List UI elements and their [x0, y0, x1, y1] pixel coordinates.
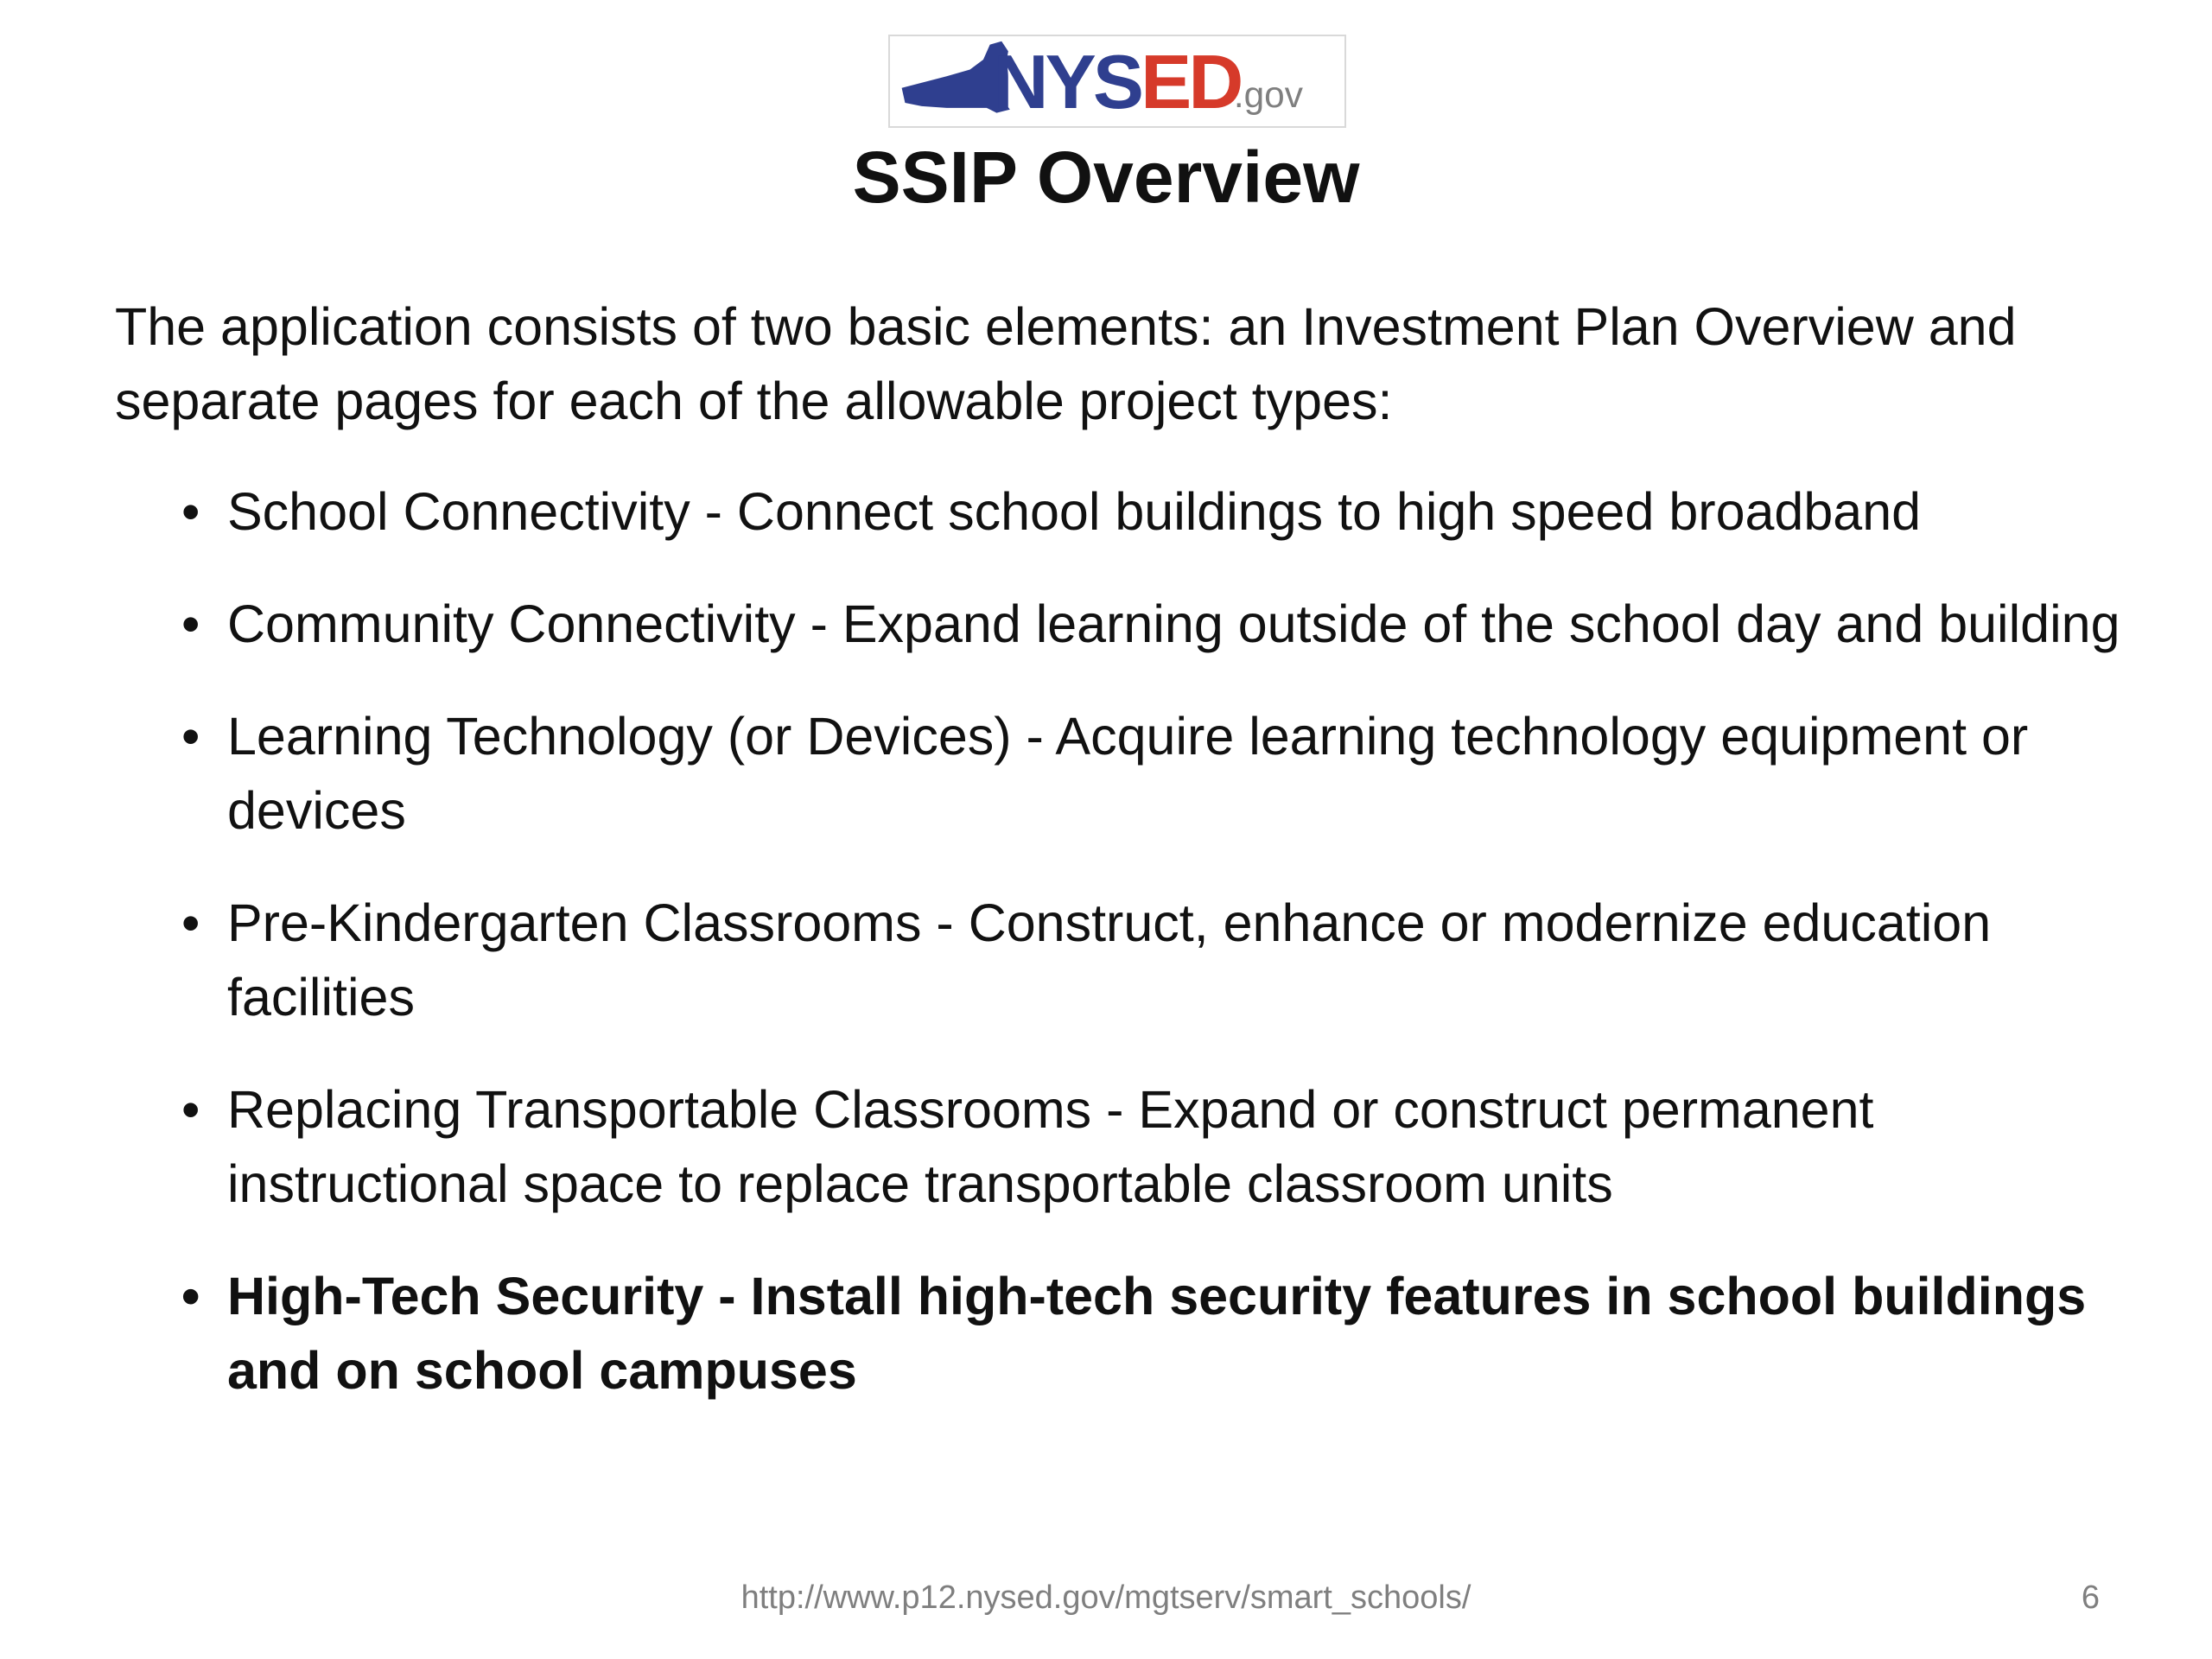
bullet-text: Pre-Kindergarten Classrooms - Construct, enhance or modernize education facilities: [227, 893, 1992, 1027]
bullet-text: Replacing Transportable Classrooms - Expand or construct permanent instructional space to replace transportable classroom units: [227, 1080, 1874, 1213]
svg-text:NYSED: [994, 39, 1242, 124]
bullet-icon: •: [181, 707, 200, 766]
logo-ed-text: ED: [1141, 38, 1241, 124]
bullet-text: High-Tech Security - Install high-tech security features in school buildings and on school campuses: [227, 1267, 2087, 1400]
bullet-icon: •: [181, 1267, 200, 1325]
list-item: [0, 886, 2212, 1034]
bullet-icon: •: [181, 893, 200, 952]
logo-gov-text: .gov: [1233, 73, 1303, 115]
bullet-text: Learning Technology (or Devices) - Acquire learning technology equipment or devices: [227, 707, 2029, 840]
list-item: [0, 587, 2212, 661]
logo-ny-text: NYS: [993, 38, 1141, 124]
list-item: [0, 699, 2212, 848]
intro-paragraph: The application consists of two basic elements: an Investment Plan Overview and separate pages for each of the allowable project types:: [115, 297, 2017, 430]
bullet-text: Community Connectivity - Expand learning outside of the school day and building: [227, 594, 2120, 653]
project-types-list: [0, 474, 2212, 1446]
bullet-text: School Connectivity - Connect school buildings to high speed broadband: [227, 482, 1922, 541]
list-item: [0, 1259, 2212, 1408]
page-number: 6: [2081, 1580, 2100, 1616]
bullet-icon: •: [181, 482, 200, 541]
bullet-icon: •: [181, 1080, 200, 1139]
nysed-logo: [888, 35, 1346, 128]
list-item: [0, 1072, 2212, 1221]
list-item: [0, 474, 2212, 549]
bullet-icon: •: [181, 594, 200, 653]
footer-url: http://www.p12.nysed.gov/mgtserv/smart_schools/: [741, 1580, 1471, 1616]
slide-title: SSIP Overview: [852, 137, 1360, 218]
